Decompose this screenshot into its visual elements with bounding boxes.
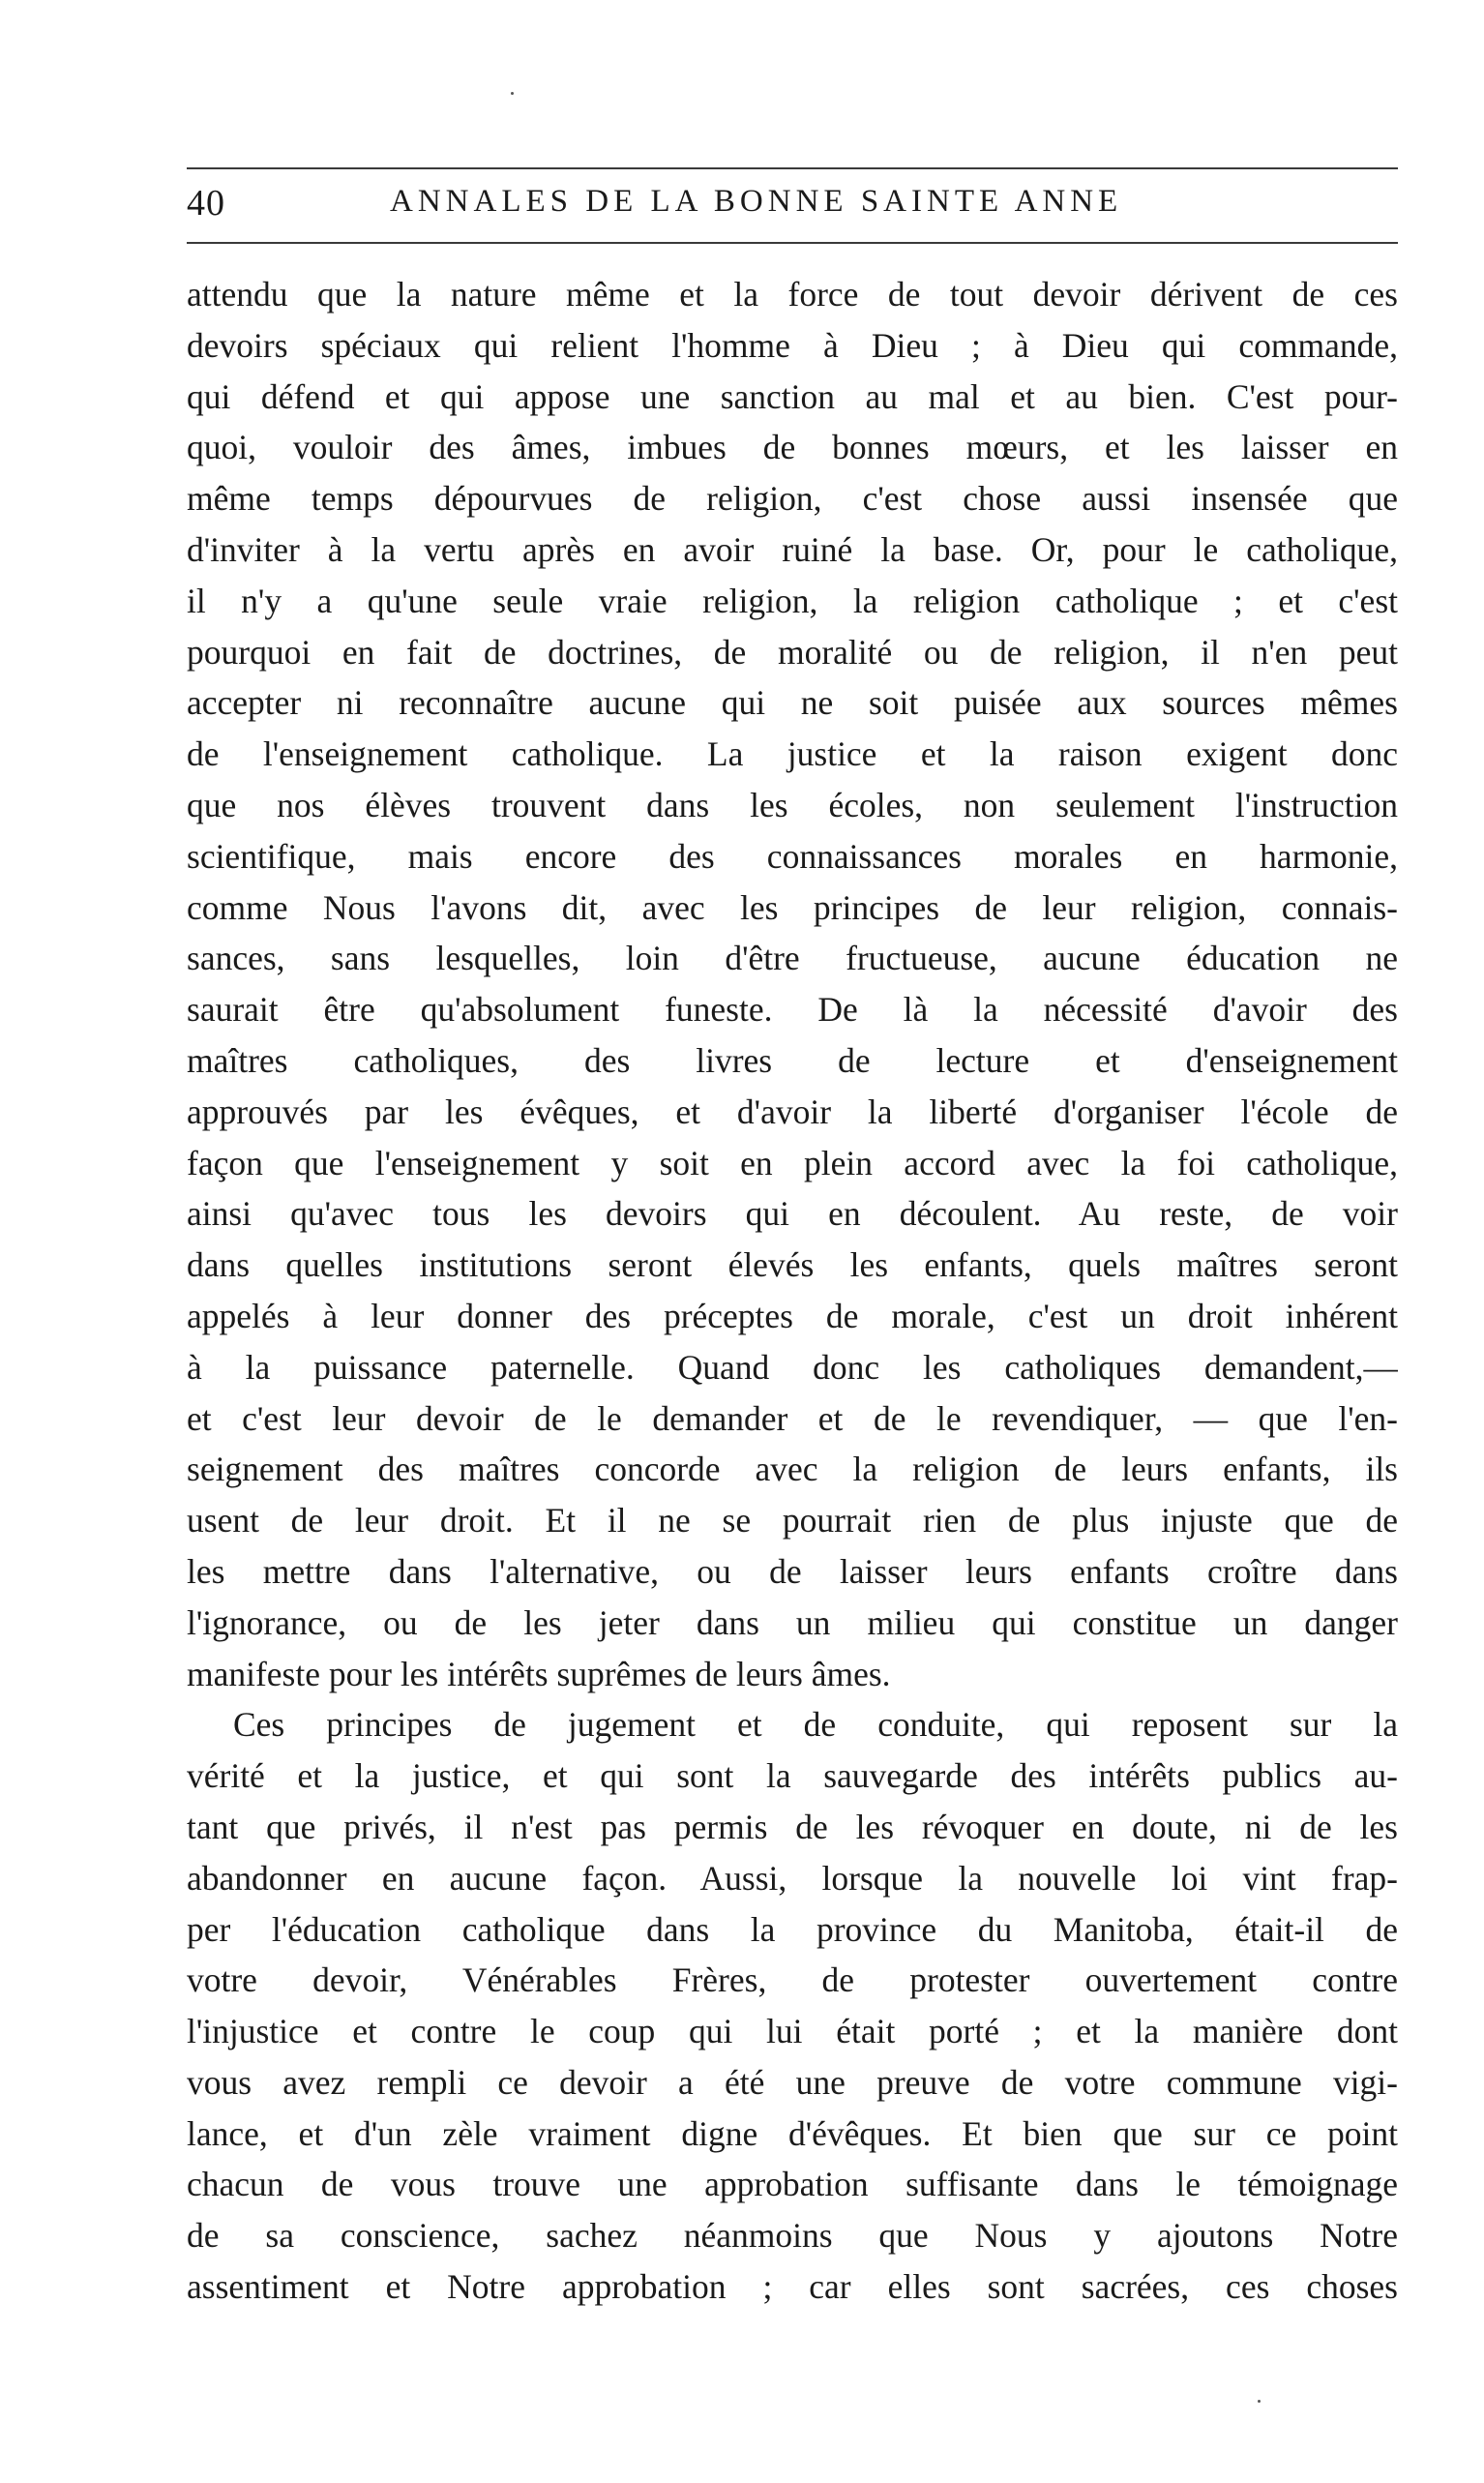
text-line: de l'enseignement catholique. La justice et la raison exigent donc [187,734,1398,774]
text-line: abandonner en aucune façon. Aussi, lorsque la nouvelle loi vint frap- [187,1858,1398,1898]
text-line: attendu que la nature même et la force de tout devoir dérivent de ces [187,275,1398,314]
text-line: tant que privés, il n'est pas permis de les révoquer en doute, ni de les [187,1807,1398,1846]
text-line: même temps dépourvues de religion, c'est chose aussi insensée que [187,479,1398,519]
paragraph-start-line: Ces principes de jugement et de conduite, qui reposent sur la [233,1705,1398,1745]
running-title: ANNALES DE LA BONNE SAINTE ANNE [390,184,1123,219]
text-line: quoi, vouloir des âmes, imbues de bonnes mœurs, et les laisser en [187,428,1398,467]
running-header [187,182,1398,230]
text-line: l'injustice et contre le coup qui lui était porté ; et la manière dont [187,2012,1398,2051]
text-line: votre devoir, Vénérables Frères, de protester ouvertement contre [187,1960,1398,2000]
text-line: vous avez rempli ce devoir a été une preuve de votre commune vigi- [187,2062,1398,2102]
text-line: sances, sans lesquelles, loin d'être fructueuse, aucune éducation ne [187,939,1398,978]
text-line: façon que l'enseignement y soit en plein accord avec la foi catholique, [187,1143,1398,1182]
header-rule-top [187,167,1398,169]
text-line: assentiment et Notre approbation ; car elles sont sacrées, ces choses [187,2267,1398,2307]
text-line: dans quelles institutions seront élevés les enfants, quels maîtres seront [187,1245,1398,1285]
text-line: usent de leur droit. Et il ne se pourrait rien de plus injuste que de [187,1501,1398,1541]
text-line: vérité et la justice, et qui sont la sauvegarde des intérêts publics au- [187,1756,1398,1796]
text-line: ainsi qu'avec tous les devoirs qui en découlent. Au reste, de voir [187,1194,1398,1234]
text-line: per l'éducation catholique dans la province du Manitoba, était-il de [187,1909,1398,1949]
text-line: pourquoi en fait de doctrines, de moralité ou de religion, il n'en peut [187,632,1398,672]
text-line: accepter ni reconnaître aucune qui ne soit puisée aux sources mêmes [187,683,1398,723]
scan-speck [1258,2400,1261,2403]
text-line: les mettre dans l'alternative, ou de laisser leurs enfants croître dans [187,1551,1398,1591]
text-line: comme Nous l'avons dit, avec les principes de leur religion, connais- [187,887,1398,927]
body-text [187,269,1398,2313]
text-line: saurait être qu'absolument funeste. De là la nécessité d'avoir des [187,990,1398,1030]
text-line: lance, et d'un zèle vraiment digne d'évêques. Et bien que sur ce point [187,2113,1398,2153]
text-line: que nos élèves trouvent dans les écoles, non seulement l'instruction [187,785,1398,824]
text-line: et c'est leur devoir de le demander et de le revendiquer, — que l'en- [187,1398,1398,1438]
text-line: l'ignorance, ou de les jeter dans un milieu qui constitue un danger [187,1602,1398,1642]
header-rule-bottom [187,242,1398,244]
text-line: chacun de vous trouve une approbation suffisante dans le témoignage [187,2165,1398,2204]
paragraph-end-line: manifeste pour les intérêts suprêmes de leurs âmes. [187,1654,891,1693]
text-line: scientifique, mais encore des connaissances morales en harmonie, [187,836,1398,876]
text-line: maîtres catholiques, des livres de lecture et d'enseignement [187,1040,1398,1080]
text-line: appelés à leur donner des préceptes de morale, c'est un droit inhérent [187,1296,1398,1335]
text-line: seignement des maîtres concorde avec la religion de leurs enfants, ils [187,1450,1398,1489]
text-line: il n'y a qu'une seule vraie religion, la religion catholique ; et c'est [187,581,1398,620]
text-line: de sa conscience, sachez néanmoins que Nous y ajoutons Notre [187,2216,1398,2256]
page-number: 40 [187,183,225,224]
text-line: devoirs spéciaux qui relient l'homme à Dieu ; à Dieu qui commande, [187,325,1398,365]
text-line: à la puissance paternelle. Quand donc les catholiques demandent,— [187,1347,1398,1387]
text-line: d'inviter à la vertu après en avoir ruiné la base. Or, pour le catholique, [187,529,1398,569]
text-line: approuvés par les évêques, et d'avoir la liberté d'organiser l'école de [187,1092,1398,1131]
text-line: qui défend et qui appose une sanction au mal et au bien. C'est pour- [187,376,1398,416]
scan-speck [511,92,514,95]
